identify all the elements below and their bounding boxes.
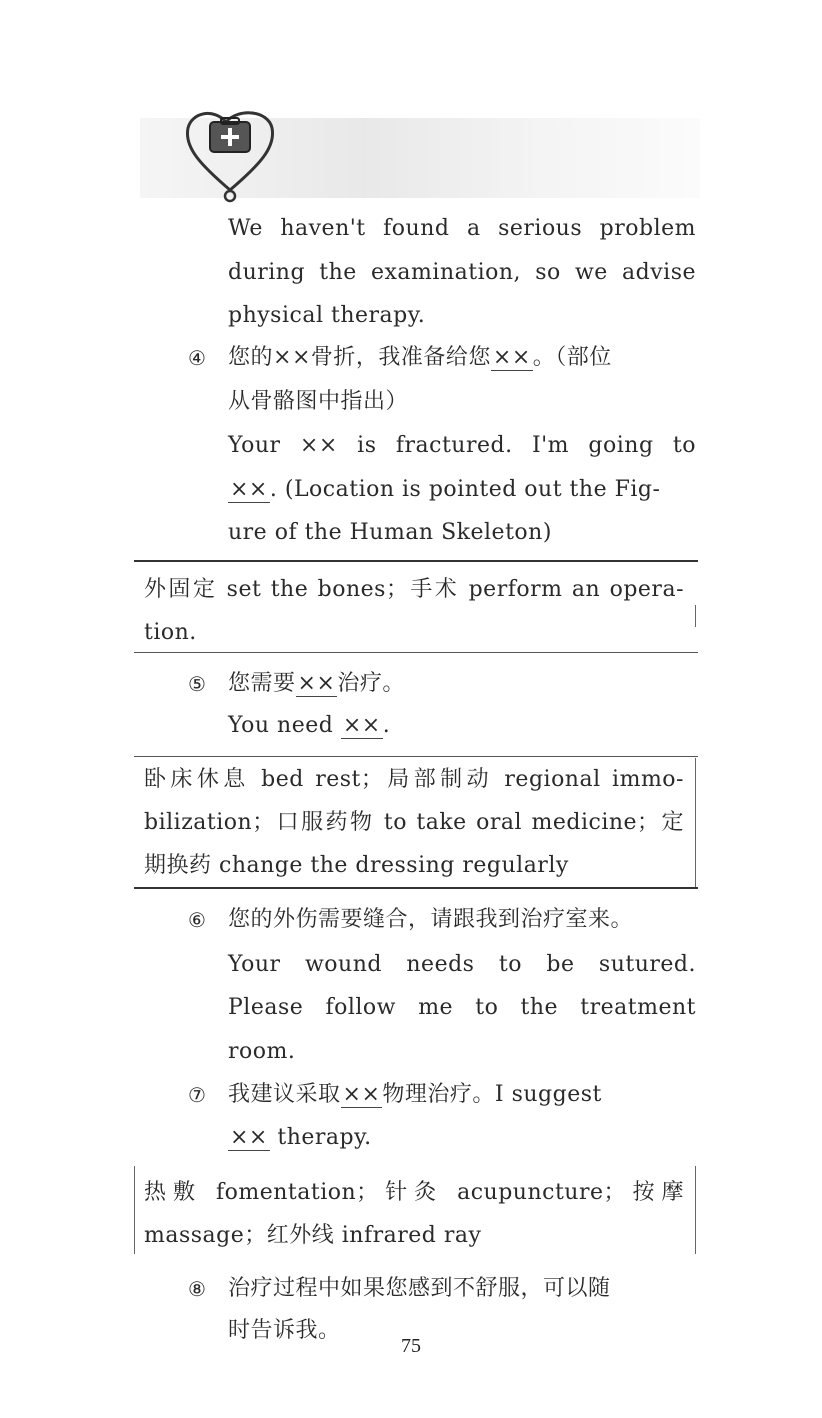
item-5-zh-blank: ×× <box>297 671 336 696</box>
item-7-en-blank: ×× <box>230 1125 268 1150</box>
box-1-right-edge <box>695 605 696 627</box>
item-4-zh-text-a: 您的 <box>228 345 274 370</box>
item-6-number: ⑥ <box>188 908 207 932</box>
item-6-en-line-2: Please follow me to the treatment <box>228 995 696 1020</box>
box-3-left-edge <box>134 1166 135 1254</box>
box-1-line-1: 外固定 set the bones；手术 perform an opera- <box>144 577 684 602</box>
box-2-line-3: 期换药 change the dressing regularly <box>144 853 569 878</box>
box-1-line-2: tion. <box>144 620 197 645</box>
item-7-line-2 <box>228 1125 372 1151</box>
item-4-zh-blank-1: ×× <box>273 345 311 370</box>
item-8-zh-line-2: 时告诉我。 <box>228 1318 341 1343</box>
item-4-en-line-2 <box>228 477 660 503</box>
item-4-en-line-1: Your ×× is fractured. I'm going to <box>228 433 696 458</box>
item-4-en-blank: ×× <box>230 477 268 502</box>
item-5-en-text-b: . <box>382 713 391 738</box>
item-4-zh-blank-2: ×× <box>492 345 531 370</box>
item-8-zh-line-1: 治疗过程中如果您感到不舒服，可以随 <box>228 1276 611 1301</box>
item-7-line-1 <box>228 1082 602 1108</box>
item-5-en-blank: ×× <box>342 713 381 738</box>
box-2-top-rule <box>134 756 698 757</box>
item-5-en <box>228 713 390 739</box>
box-2-line-1: 卧床休息 bed rest；局部制动 regional immo- <box>144 767 684 792</box>
item-5-zh-text-a: 您需要 <box>228 671 296 696</box>
item-6-en-line-1: Your wound needs to be sutured. <box>228 952 696 977</box>
item-4-number: ④ <box>188 346 207 370</box>
item-5-en-text-a: You need <box>228 713 334 738</box>
item-7-en-text-b: therapy. <box>277 1125 372 1150</box>
box-2-line-2: bilization；口服药物 to take oral medicine；定 <box>144 810 684 835</box>
item-5-zh-text-b: 治疗。 <box>337 671 405 696</box>
item-7-zh-blank: ×× <box>342 1082 381 1107</box>
intro-line-3: physical therapy. <box>228 303 426 328</box>
page-number: 75 <box>401 1335 421 1357</box>
item-4-zh-text-c: 骨折，我准备给您 <box>310 345 491 370</box>
item-7-number: ⑦ <box>188 1083 207 1107</box>
item-6-en-line-3: room. <box>228 1039 296 1064</box>
item-4-en-line-3: ure of the Human Skeleton) <box>228 520 552 545</box>
item-6-zh: 您的外伤需要缝合，请跟我到治疗室来。 <box>228 907 634 932</box>
box-1-bottom-rule <box>134 652 698 653</box>
box-3-line-2: massage；红外线 infrared ray <box>144 1223 482 1248</box>
box-2-right-edge <box>695 758 696 888</box>
item-7-zh-text-a: 我建议采取 <box>228 1082 341 1107</box>
stethoscope-logo-icon <box>180 104 280 204</box>
item-4-en-line-2-text: . (Location is pointed out the Fig- <box>269 477 661 502</box>
intro-line-1: We haven't found a serious problem <box>228 216 696 241</box>
item-4-zh-text-e: 。（部位 <box>532 345 612 370</box>
box-3-line-1: 热敷 fomentation；针灸 acupuncture；按摩 <box>144 1180 684 1205</box>
item-8-number: ⑧ <box>188 1277 207 1301</box>
item-4-zh-line-2: 从骨骼图中指出） <box>228 389 409 414</box>
intro-line-2: during the examination, so we advise <box>228 260 696 285</box>
box-1-top-rule <box>134 560 698 562</box>
item-5-zh <box>228 671 405 697</box>
item-5-number: ⑤ <box>188 672 207 696</box>
item-7-zh-text-b: 物理治疗。I suggest <box>382 1082 602 1107</box>
box-2-bottom-rule <box>134 887 698 889</box>
box-3-right-edge <box>695 1166 696 1254</box>
item-4-zh-line-1 <box>228 345 612 371</box>
